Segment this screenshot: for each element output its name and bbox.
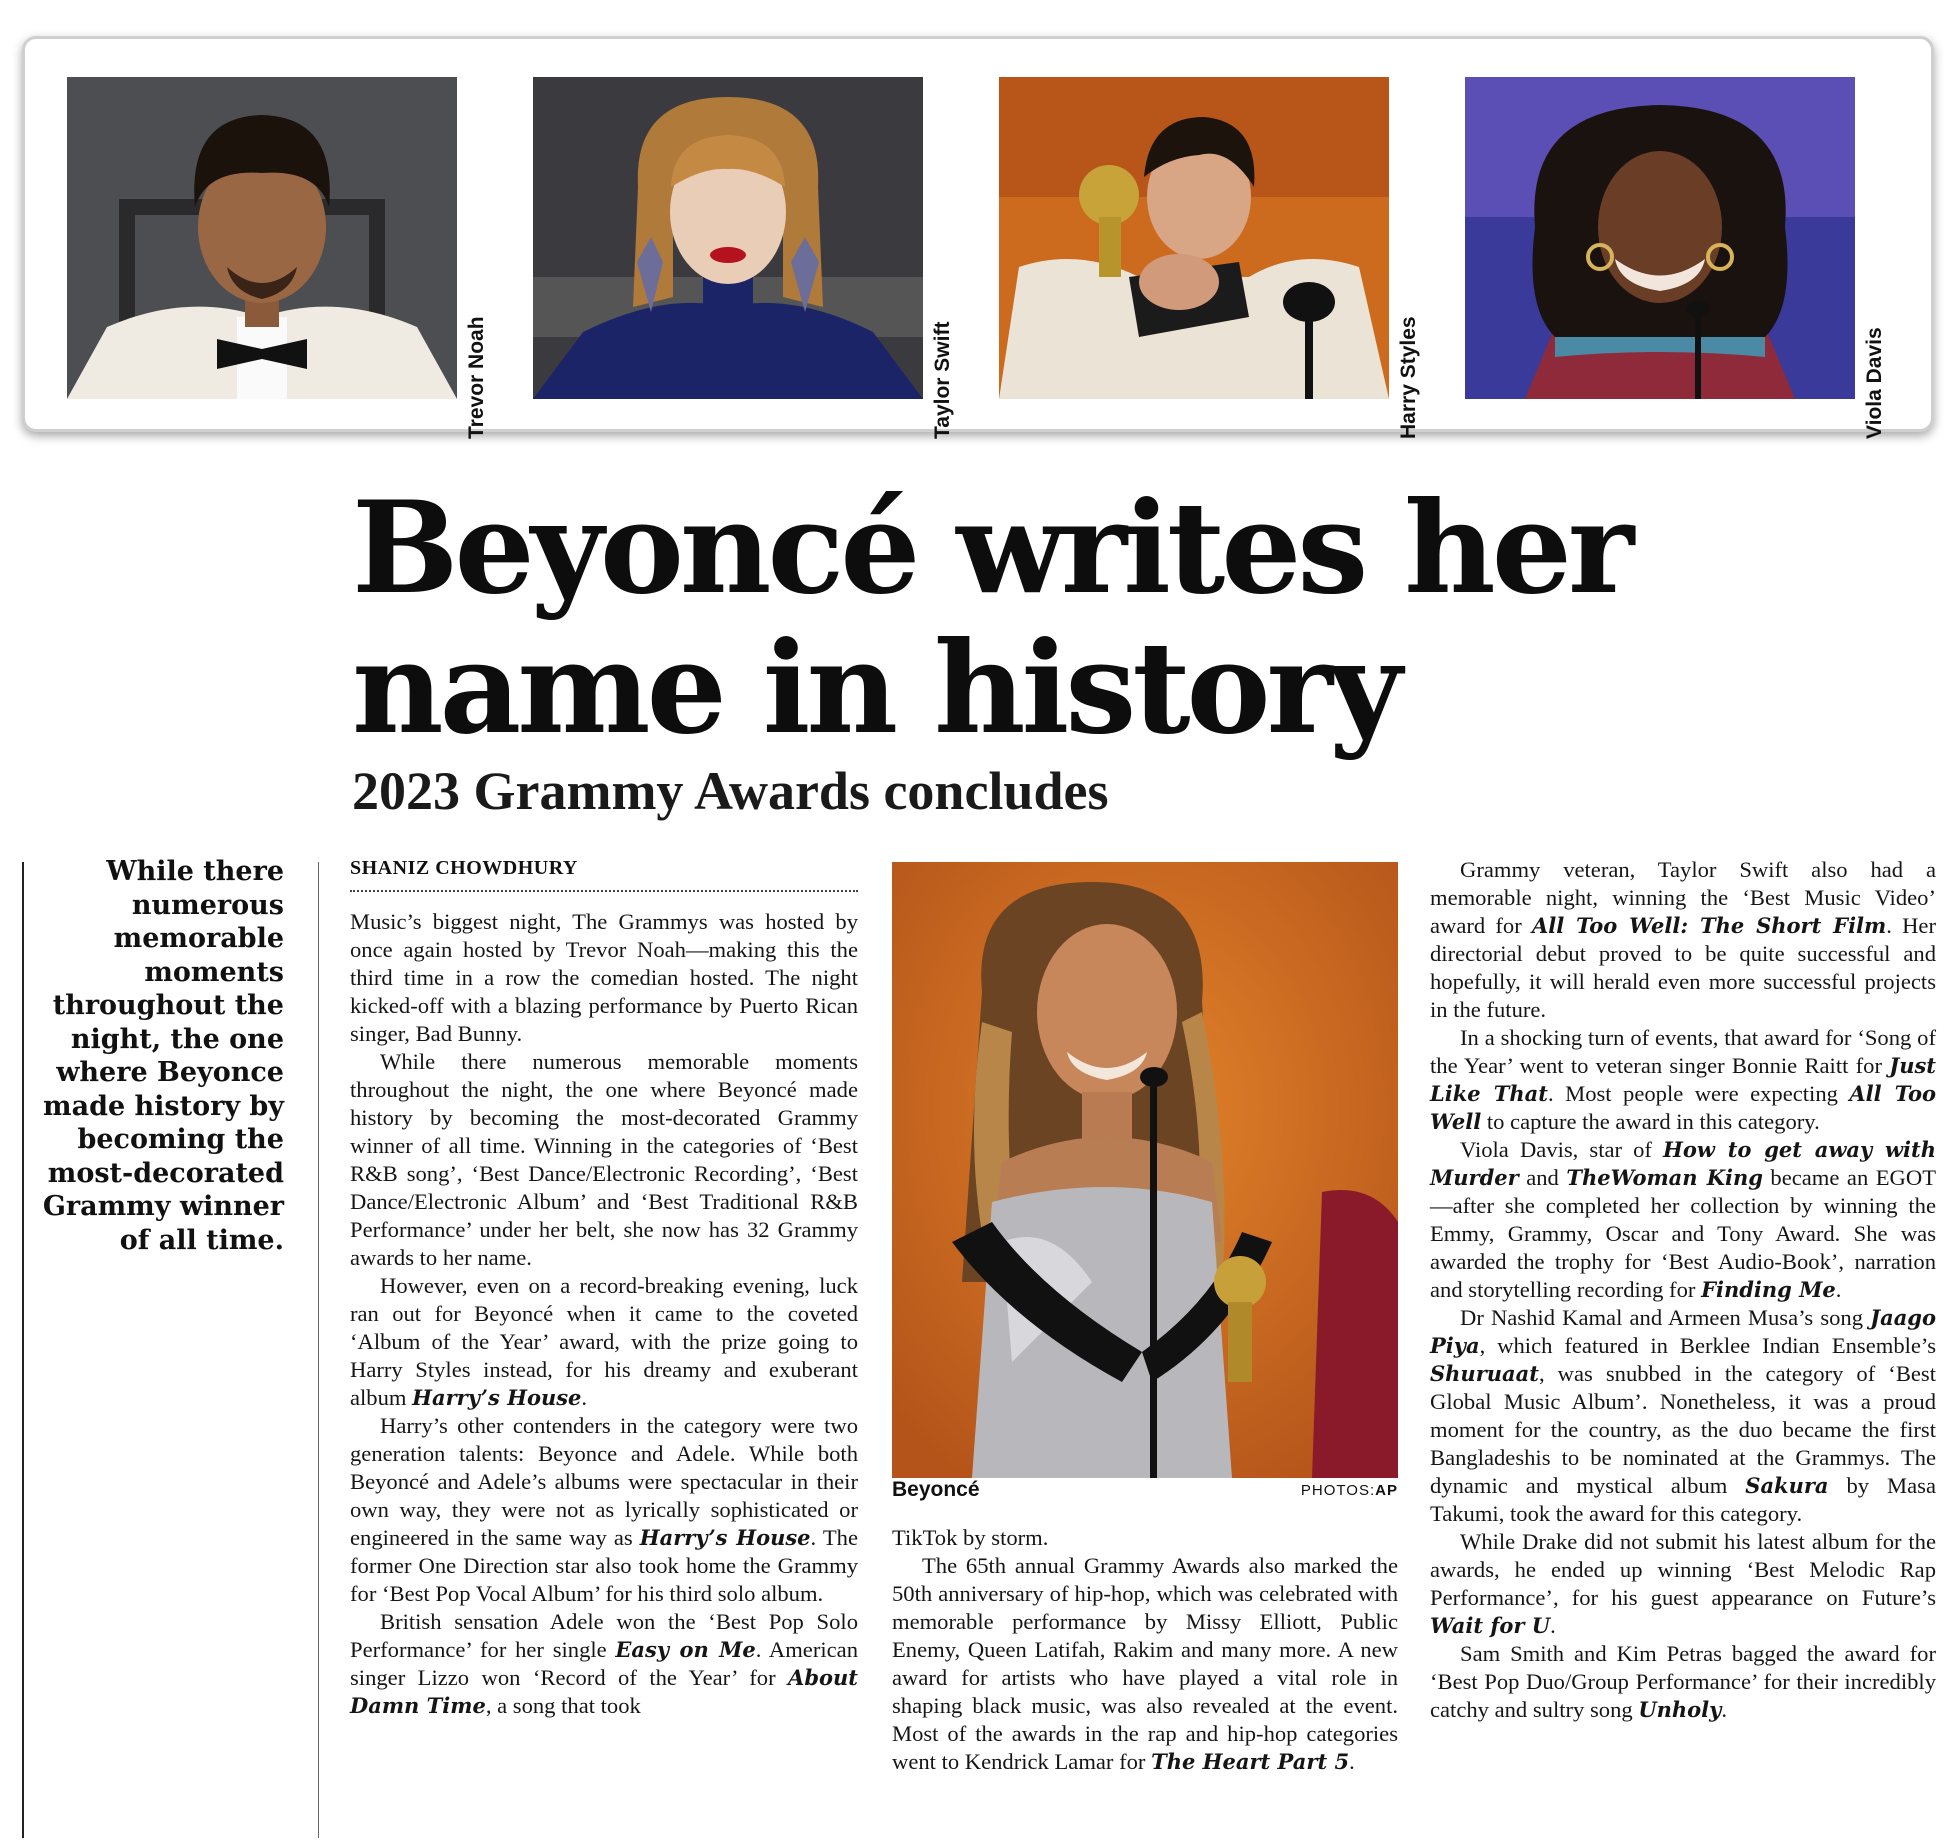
video-title: All Too Well: The Short Film [1531, 913, 1887, 938]
song-title: Wait for U [1430, 1613, 1551, 1638]
photo-taylor-swift [533, 77, 923, 399]
portrait-taylor-swift-icon [533, 77, 923, 399]
paragraph: Music’s biggest night, The Grammys was hosted by once again hosted by Trevor Noah—making this the third time in a row the comedian hosted. The night kicked-off with a blazing performance by Puerto Rican singer, Bad Bunny. [350, 909, 858, 1046]
photo-caption-viola-davis: Viola Davis [1863, 327, 1886, 439]
column-rule [318, 862, 319, 1838]
song-title: All Too Well [1430, 1081, 1937, 1134]
paragraph: Sam Smith and Kim Petras bagged the award for ‘Best Pop Duo/Group Performance’ for their incredibly catchy and sultry song Unholy. [1430, 1641, 1936, 1722]
paragraph: However, even on a record-breaking evening, luck ran out for Beyoncé when it came to the coveted ‘Album of the Year’ award, with the prize going to Harry Styles instead, for his dreamy and exuberant album Harry’s House. [350, 1273, 858, 1410]
paragraph: Viola Davis, star of How to get away with Murder and TheWoman King became an EGOT—after she completed her collection by winning the Emmy, Grammy, Oscar and Tony Award. She was awarded the trophy for ‘Best Audio-Book’, narration and storytelling recording for Finding Me. [1430, 1137, 1936, 1302]
paragraph: British sensation Adele won the ‘Best Pop Solo Performance’ for her single Easy on Me. American singer Lizzo won ‘Record of the Year’ for About Damn Time, a song that took [350, 1609, 858, 1718]
headline-line-1: Beyoncé writes her [352, 474, 1631, 622]
photo-strip [22, 36, 1934, 439]
song-title: Jaago Piya [1430, 1305, 1936, 1358]
subhead: 2023 Grammy Awards concludes [352, 761, 1109, 821]
photo-trevor-noah [67, 77, 457, 399]
main-photo-caption [892, 1476, 1398, 1506]
album-title: Sakura [1745, 1473, 1829, 1498]
portrait-viola-davis-icon [1465, 77, 1855, 399]
song-title: Unholy [1638, 1697, 1722, 1722]
photo-caption-name: Beyoncé [892, 1478, 980, 1501]
photo-caption-harry-styles: Harry Styles [1397, 316, 1420, 439]
album-title: Harry’s House [639, 1525, 811, 1550]
paragraph: The 65th annual Grammy Awards also marked the 50th anniversary of hip-hop, which was celebrated with memorable performance by Missy Elliott, Public Enemy, Queen Latifah, Rakim and many more. A new award for artists who have played a vital role in shaping black music, was also revealed at the event. Most of the awards in the rap and hip-hop categories went to Kendrick Lamar for The Heart Part 5. [892, 1553, 1398, 1774]
portrait-beyonce-icon [892, 862, 1398, 1478]
headline-line-2: name in history [352, 614, 1399, 762]
paragraph: Dr Nashid Kamal and Armeen Musa’s song Jaago Piya, which featured in Berklee Indian Ensemble’s Shuruaat, was snubbed in the category of ‘Best Global Music Album’. Nonetheless, it was a proud moment for the country, as the duo became the first Bangladeshis to be nominated at the Grammys. The dynamic and mystical album Sakura by Masa Takumi, took the award for this category. [1430, 1305, 1936, 1526]
byline: SHANIZ CHOWDHURY [350, 857, 858, 892]
paragraph: Harry’s other contenders in the category were two generation talents: Beyonce and Adele. While both Beyoncé and Adele’s albums were spectacular in their own way, they were not as lyrically sophisticated or engineered in the same way as Harry’s House. The former One Direction star also took home the Grammy for ‘Best Pop Vocal Album’ for his third solo album. [350, 1413, 858, 1606]
paragraph: Grammy veteran, Taylor Swift also had a memorable night, winning the ‘Best Music Video’ award for All Too Well: The Short Film. Her directorial debut proved to be quite successful and hopefully, it will herald even more successful projects in the future. [1430, 857, 1936, 1022]
photo-caption-taylor-swift: Taylor Swift [931, 321, 954, 439]
album-title: Harry’s House [412, 1385, 582, 1410]
left-column-rule [22, 862, 24, 1838]
photo-caption-trevor-noah: Trevor Noah [465, 316, 488, 439]
paragraph: While Drake did not submit his latest album for the awards, he ended up winning ‘Best Melodic Rap Performance’, for his guest appearance on Future’s Wait for U. [1430, 1529, 1936, 1638]
article-column-1 [350, 908, 858, 1720]
show-title: How to get away with Murder [1430, 1137, 1936, 1190]
song-title: About Damn Time [350, 1665, 858, 1718]
film-title: TheWoman King [1566, 1165, 1763, 1190]
song-title: Just Like That [1430, 1053, 1936, 1106]
main-photo-beyonce [892, 862, 1398, 1478]
book-title: Finding Me [1701, 1277, 1836, 1302]
photo-viola-davis [1465, 77, 1855, 399]
song-title: Easy on Me [615, 1637, 756, 1662]
paragraph: While there numerous memorable moments throughout the night, the one where Beyoncé made history by becoming the most-decorated Grammy winner of all time. Winning in the categories of ‘Best R&B song’, ‘Best Dance/Electronic Recording’, ‘Best Dance/Electronic Album’ and ‘Best Traditional R&B Performance’ under her belt, she now has 32 Grammy awards to her name. [350, 1049, 858, 1270]
article-column-3 [1430, 856, 1936, 1724]
album-title: Shuruaat [1430, 1361, 1539, 1386]
paragraph: TikTok by storm. [892, 1525, 1049, 1550]
paragraph: In a shocking turn of events, that award for ‘Song of the Year’ went to veteran singer Bonnie Raitt for Just Like That. Most people were expecting All Too Well to capture the award in this category. [1430, 1025, 1937, 1134]
photo-credit: PHOTOS:AP [1300, 1482, 1398, 1499]
article-column-2 [892, 1524, 1398, 1776]
song-title: The Heart Part 5 [1151, 1749, 1350, 1774]
photo-harry-styles [999, 77, 1389, 399]
headline [352, 474, 1752, 762]
portrait-harry-styles-icon [999, 77, 1389, 399]
portrait-trevor-noah-icon [67, 77, 457, 399]
pull-quote: While there numerous memorable moments throughout the night, the one where Beyonce made history by becoming the most-decorated Grammy winner of all time. [42, 856, 284, 1256]
